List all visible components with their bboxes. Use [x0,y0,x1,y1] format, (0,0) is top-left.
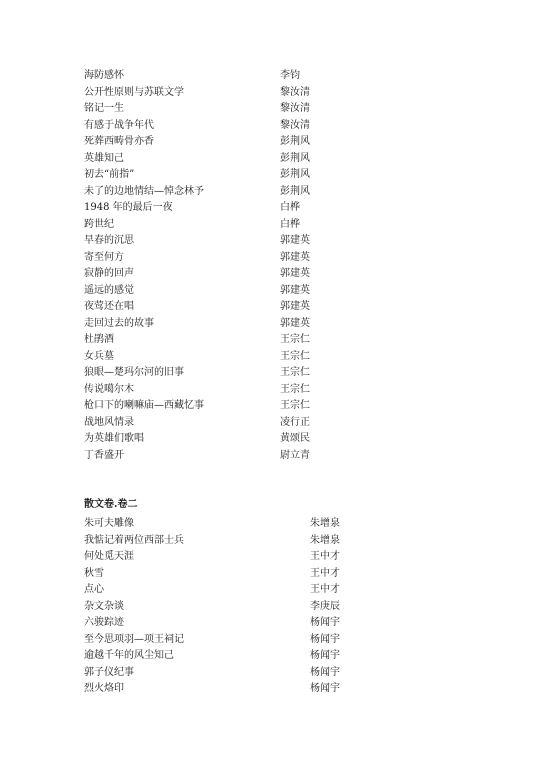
entry-title: 铭记一生 [84,103,124,114]
entry-title: 跨世纪 [84,218,114,230]
list-item [84,665,346,682]
entry-author: 尉立青 [280,449,310,461]
entry-title: 杂文杂谈 [84,600,124,612]
entry-author: 郭建英 [280,251,310,263]
list-item [84,167,324,184]
list-item [84,316,324,333]
list-item [84,85,324,102]
entry-author: 李庚辰 [310,600,340,612]
list-item [84,516,346,533]
entry-title: 寂静的回声 [84,268,134,279]
entry-author: 王宗仁 [280,383,310,395]
entry-title: 未了的边地情结—悼念林予 [84,185,204,197]
entry-title: 英雄知己 [84,152,124,164]
entry-title: 郭子仪纪事 [84,666,134,678]
list-item [84,118,324,135]
list-item [84,68,324,85]
list-item [84,250,324,267]
entry-title: 至今思项羽—项王祠记 [84,633,184,645]
entry-author: 杨闻宇 [310,617,340,628]
list-item [84,632,346,649]
list-item [84,382,324,399]
entry-author: 黎汝清 [280,119,310,131]
entry-title: 初去“前指” [84,169,135,180]
list-item [84,549,346,566]
entry-author: 朱增泉 [310,534,340,546]
section-2-list [84,516,346,698]
list-item [84,217,324,234]
entry-author: 王宗仁 [280,400,310,411]
list-item [84,415,324,432]
entry-author: 凌行正 [280,416,310,428]
entry-author: 郭建英 [280,284,310,296]
entry-author: 郭建英 [280,301,310,312]
entry-author: 杨闻宇 [310,633,340,645]
list-item [84,184,324,201]
entry-title: 有感于战争年代 [84,119,154,131]
entry-title: 死葬西畴骨亦香 [84,136,154,147]
entry-title: 六骏踪迹 [84,617,124,628]
list-item [84,151,324,168]
entry-title: 女兵墓 [84,350,114,362]
list-item [84,365,324,382]
list-item [84,332,324,349]
list-item [84,283,324,300]
list-item [84,266,324,283]
entry-author: 白桦 [280,218,300,230]
list-item [84,448,324,465]
entry-title: 海防感怀 [84,70,124,81]
entry-author: 王中才 [310,551,340,562]
list-item [84,615,346,632]
list-item [84,533,346,550]
entry-title: 遥远的感觉 [84,284,134,296]
list-item [84,566,346,583]
list-item [84,431,324,448]
entry-author: 李钧 [280,70,300,81]
entry-title: 我惦记着两位西部士兵 [84,534,184,546]
entry-title: 战地风情录 [84,416,134,428]
entry-author: 彭荆风 [280,152,310,164]
entry-title: 何处觅天涯 [84,551,134,562]
entry-title: 寄至何方 [84,251,124,263]
entry-title: 杜鹃酒 [84,334,114,345]
entry-author: 杨闻宇 [310,683,340,694]
entry-title: 枪口下的喇嘛庙—西藏忆事 [84,400,204,411]
entry-author: 王宗仁 [280,367,310,378]
entry-author: 王中才 [310,567,340,579]
list-item [84,349,324,366]
entry-author: 杨闻宇 [310,666,340,678]
entry-author: 朱增泉 [310,518,340,529]
entry-title: 传说噶尔木 [84,383,134,395]
list-item [84,648,346,665]
entry-title: 夜莺还在唱 [84,301,134,312]
entry-title: 秋雪 [84,567,104,579]
entry-title: 烈火烙印 [84,683,124,694]
entry-title: 丁香盛开 [84,449,124,461]
entry-author: 黄颂民 [280,433,310,444]
entry-title: 逾越千年的风尘知己 [84,650,174,661]
entry-title: 狼眼—楚玛尔河的旧事 [84,367,184,378]
entry-author: 王宗仁 [280,334,310,345]
list-item [84,134,324,151]
entry-author: 王中才 [310,584,340,595]
entry-author: 黎汝清 [280,103,310,114]
entry-title: 点心 [84,584,104,595]
entry-title: 走回过去的故事 [84,317,154,329]
entry-title: 为英雄们歌唱 [84,433,144,444]
list-item [84,101,324,118]
entry-author: 彭荆风 [280,185,310,197]
list-item [84,233,324,250]
entry-author: 郭建英 [280,268,310,279]
entry-title: 早春的沉思 [84,235,134,246]
entry-author: 彭荆风 [280,136,310,147]
list-item [84,582,346,599]
entry-author: 王宗仁 [280,350,310,362]
entry-author: 彭荆风 [280,169,310,180]
section-2-heading: 散文卷.卷二 [84,499,138,510]
entry-title: 1948 年的最后一夜 [84,202,173,213]
entry-author: 郭建英 [280,235,310,246]
entry-title: 朱可夫雕像 [84,518,134,529]
list-item [84,599,346,616]
list-item [84,681,346,698]
section-1-list [84,68,324,464]
list-item [84,200,324,217]
entry-title: 公开性原则与苏联文学 [84,86,184,98]
entry-author: 黎汝清 [280,86,310,98]
list-item [84,398,324,415]
entry-author: 郭建英 [280,317,310,329]
entry-author: 白桦 [280,202,300,213]
list-item [84,299,324,316]
entry-author: 杨闻宇 [310,650,340,661]
